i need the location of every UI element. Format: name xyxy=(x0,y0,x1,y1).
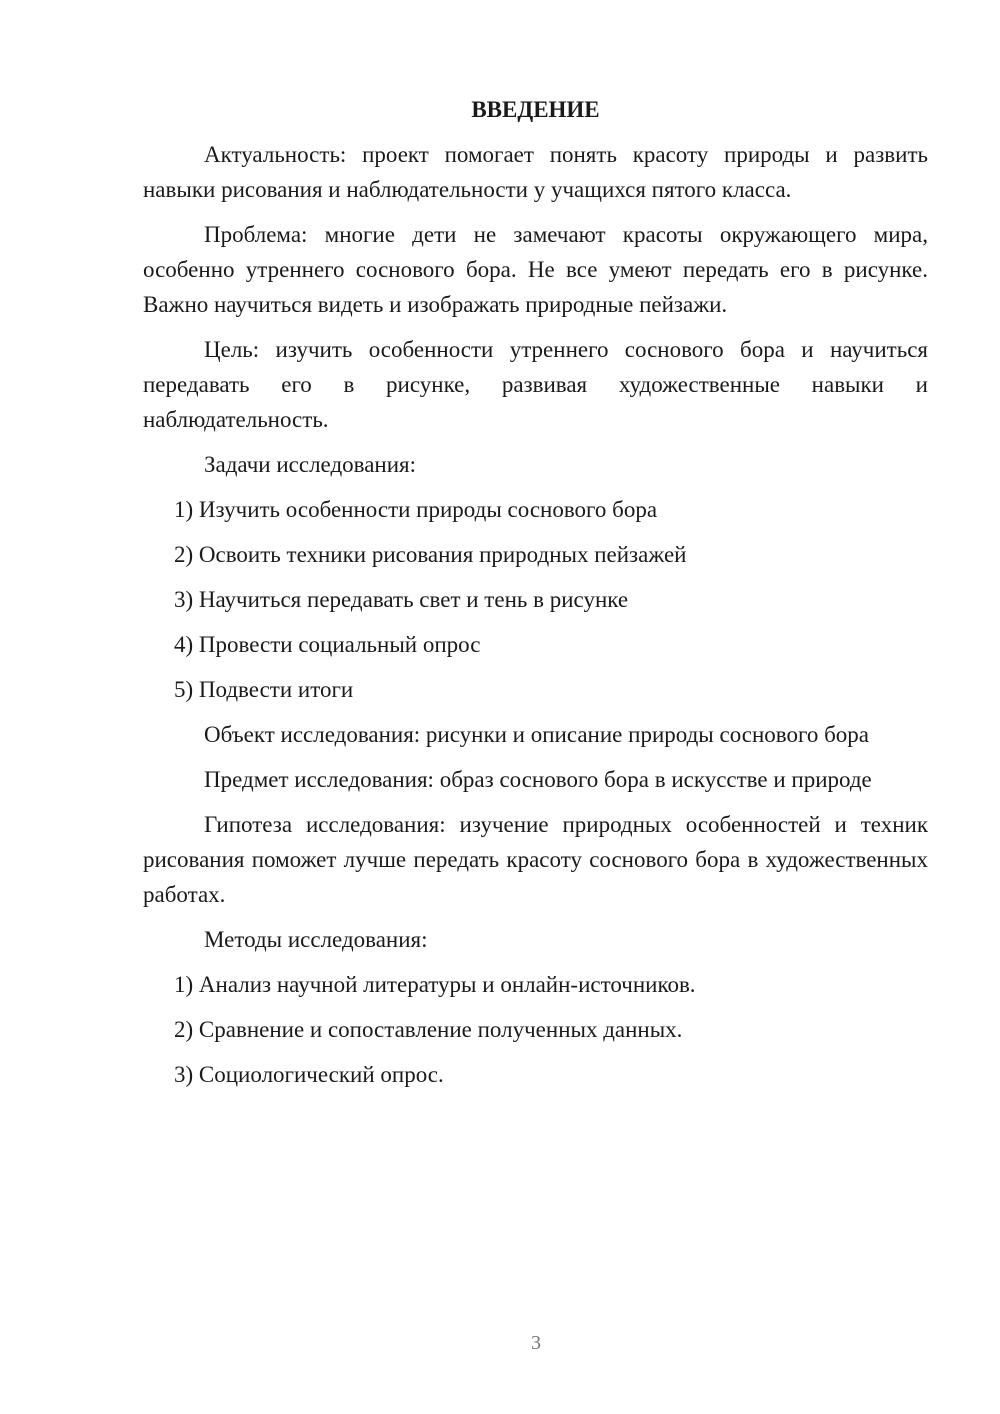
list-item: 3) Социологический опрос. xyxy=(174,1062,444,1087)
list-item: 4) Провести социальный опрос xyxy=(174,632,481,657)
list-item: 3) Научиться передавать свет и тень в рисунке xyxy=(174,587,629,612)
methods-heading: Методы исследования: xyxy=(204,927,428,952)
methods-list xyxy=(143,967,928,1092)
problem-paragraph: Проблема: многие дети не замечают красоты окружающего мира, особенно утреннего соснового бора. Не все умеют передать его в рисунке. Важно научиться видеть и изображать природные пейзажи. xyxy=(143,222,928,317)
relevance-paragraph: Актуальность: проект помогает понять красоту природы и развить навыки рисования и наблюдательности у учащихся пятого класса. xyxy=(143,142,928,202)
list-item: 1) Анализ научной литературы и онлайн-источников. xyxy=(174,972,696,997)
list-item: 2) Освоить техники рисования природных пейзажей xyxy=(174,542,687,567)
tasks-list xyxy=(143,492,928,707)
list-item: 1) Изучить особенности природы соснового бора xyxy=(174,497,658,522)
section-title: ВВЕДЕНИЕ xyxy=(471,97,600,122)
object-paragraph: Объект исследования: рисунки и описание природы соснового бора xyxy=(204,722,870,747)
tasks-heading: Задачи исследования: xyxy=(204,452,417,477)
document-page xyxy=(143,92,928,1102)
subject-paragraph: Предмет исследования: образ соснового бора в искусстве и природе xyxy=(204,767,872,792)
list-item: 2) Сравнение и сопоставление полученных данных. xyxy=(174,1017,683,1042)
hypothesis-paragraph: Гипотеза исследования: изучение природных особенностей и техник рисования поможет лучше передать красоту соснового бора в художественных работах. xyxy=(143,812,928,907)
goal-paragraph: Цель: изучить особенности утреннего соснового бора и научиться передавать его в рисунке, развивая художественные навыки и наблюдательность. xyxy=(143,337,928,432)
list-item: 5) Подвести итоги xyxy=(174,677,354,702)
page-number: 3 xyxy=(531,1332,541,1354)
